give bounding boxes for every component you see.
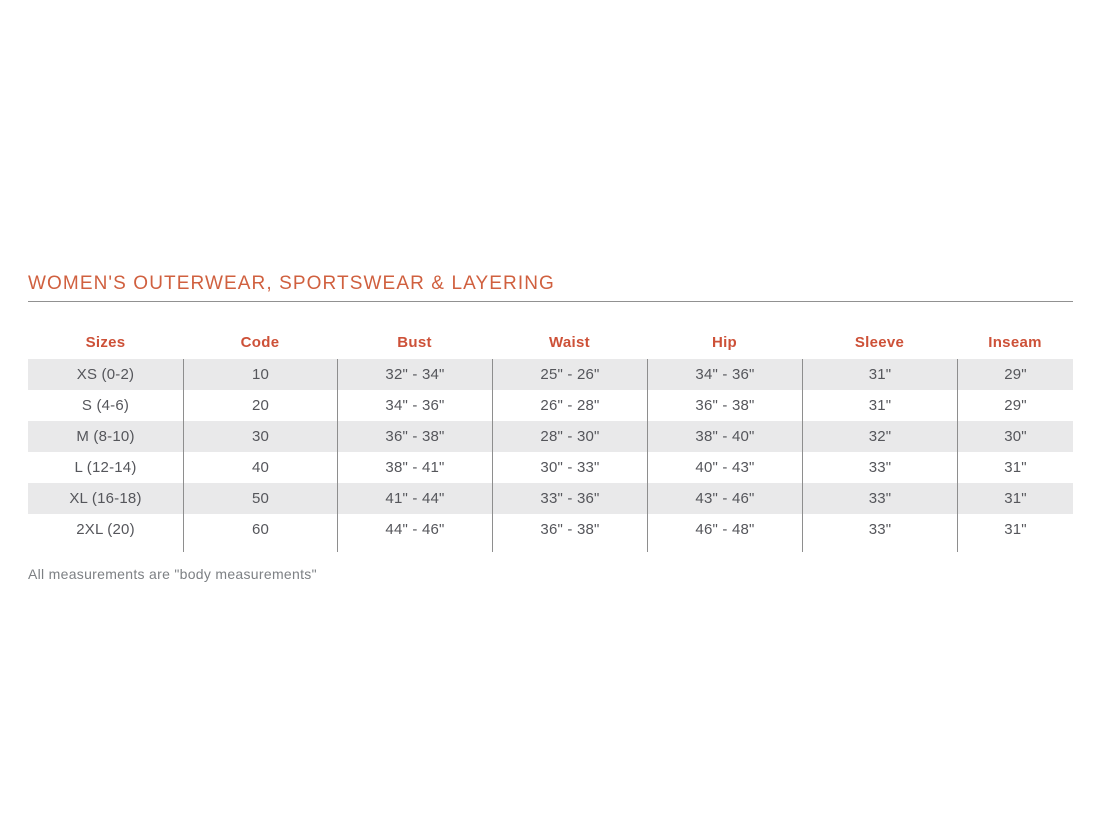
table-row: [28, 359, 1073, 390]
table-row: [28, 390, 1073, 421]
divider-extension-cell: [957, 545, 1073, 552]
table-cell: 33": [802, 483, 957, 514]
table-cell: 34" - 36": [647, 359, 802, 390]
table-cell: 36" - 38": [647, 390, 802, 421]
divider-extension-cell: [802, 545, 957, 552]
table-body: [28, 359, 1073, 552]
table-cell: 40: [183, 452, 337, 483]
column-header-inseam: Inseam: [988, 333, 1042, 351]
table-cell: 25" - 26": [492, 359, 647, 390]
table-cell: XL (16-18): [69, 490, 142, 507]
column-header-bust: Bust: [397, 333, 432, 351]
table-cell: 30: [183, 421, 337, 452]
table-cell: 31": [802, 359, 957, 390]
page-title: WOMEN'S OUTERWEAR, SPORTSWEAR & LAYERING: [28, 273, 555, 294]
divider-extension-cell: [183, 545, 337, 552]
table-cell: S (4-6): [81, 397, 130, 414]
table-cell: 38" - 41": [337, 452, 492, 483]
table-cell: 38" - 40": [647, 421, 802, 452]
table-cell: M (8-10): [76, 428, 135, 445]
table-cell: 40" - 43": [647, 452, 802, 483]
table-row: [28, 421, 1073, 452]
size-chart-content: [28, 273, 1073, 582]
column-header-sleeve: Sleeve: [854, 333, 905, 351]
table-row: [28, 514, 1073, 545]
table-cell: 46" - 48": [647, 514, 802, 545]
table-header-row: [28, 325, 1073, 359]
table-cell: 33": [802, 514, 957, 545]
table-cell: 32" - 34": [337, 359, 492, 390]
table-cell: 36" - 38": [337, 421, 492, 452]
divider-extension-cell: [492, 545, 647, 552]
title-divider-rule: [28, 301, 1073, 302]
column-header-code: Code: [240, 333, 280, 351]
table-cell: L (12-14): [74, 459, 137, 476]
table-cell: 10: [183, 359, 337, 390]
table-cell: 30" - 33": [492, 452, 647, 483]
table-cell: 31": [957, 452, 1073, 483]
table-cell: 28" - 30": [492, 421, 647, 452]
column-header-hip: Hip: [711, 333, 738, 351]
table-cell: 44" - 46": [337, 514, 492, 545]
table-cell: 31": [957, 483, 1073, 514]
table-cell: 36" - 38": [492, 514, 647, 545]
table-cell: 34" - 36": [337, 390, 492, 421]
table-cell: 31": [957, 514, 1073, 545]
table-cell: 31": [802, 390, 957, 421]
column-header-sizes: Sizes: [85, 333, 126, 351]
table-cell: 50: [183, 483, 337, 514]
table-cell: 41" - 44": [337, 483, 492, 514]
table-cell: 2XL (20): [76, 521, 135, 538]
table-cell: 33": [802, 452, 957, 483]
table-cell: XS (0-2): [76, 366, 135, 383]
table-cell: 43" - 46": [647, 483, 802, 514]
table-cell: 33" - 36": [492, 483, 647, 514]
divider-extension-row: [28, 545, 1073, 552]
divider-extension-cell: [28, 545, 183, 552]
table-cell: 60: [183, 514, 337, 545]
table-row: [28, 452, 1073, 483]
table-cell: 26" - 28": [492, 390, 647, 421]
measurements-footnote: All measurements are "body measurements": [28, 566, 317, 582]
divider-extension-cell: [337, 545, 492, 552]
table-cell: 29": [957, 359, 1073, 390]
size-table: [28, 325, 1073, 552]
table-cell: 20: [183, 390, 337, 421]
table-cell: 29": [957, 390, 1073, 421]
table-row: [28, 483, 1073, 514]
table-cell: 30": [957, 421, 1073, 452]
table-cell: 32": [802, 421, 957, 452]
divider-extension-cell: [647, 545, 802, 552]
column-header-waist: Waist: [549, 333, 590, 351]
